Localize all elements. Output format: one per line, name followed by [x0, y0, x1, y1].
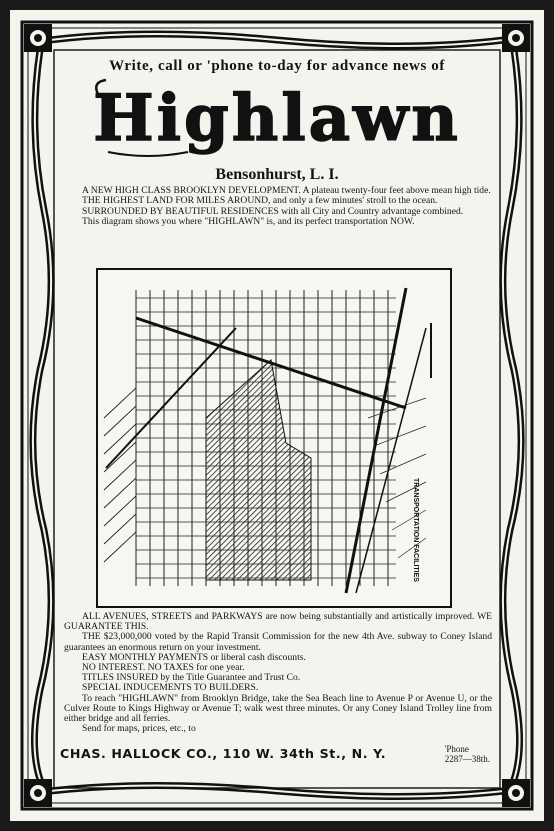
- intro-paragraph: SURROUNDED BY BEAUTIFUL RESIDENCES with all City and Country advantage combined.: [82, 205, 464, 217]
- body-paragraph: To reach "HIGHLAWN" from Brooklyn Bridge, take the Sea Beach line to Avenue P or Avenue U, or the Culver Route to Kings Highway or Avenue T; walk west three minutes. Or any Coney Island Trolley line from either bridge and all ferries.: [64, 692, 492, 725]
- intro-paragraph: THE HIGHEST LAND FOR MILES AROUND, and only a few minutes' stroll to the ocean.: [82, 195, 438, 207]
- phone-label: 'Phone: [444, 744, 469, 754]
- body-paragraph: ALL AVENUES, STREETS and PARKWAYS are now being substantially and artistically improved. WE GUARANTEE THIS.: [64, 611, 492, 633]
- body-paragraph: TITLES INSURED by the Title Guarantee and Trust Co.: [82, 672, 301, 684]
- body-paragraph: EASY MONTHLY PAYMENTS or liberal cash discounts.: [82, 651, 306, 663]
- ad-headline: Write, call or 'phone to-day for advance news of: [109, 58, 445, 74]
- intro-paragraph: A NEW HIGH CLASS BROOKLYN DEVELOPMENT. A plateau twenty-four feet above mean high tide.: [82, 185, 491, 196]
- body-paragraph: NO INTEREST. NO TAXES for one year.: [82, 662, 245, 674]
- map-label: TRANSPORTATION FACILITIES: [412, 478, 419, 582]
- company-address: CHAS. HALLOCK CO., 110 W. 34th St., N. Y.: [60, 746, 387, 761]
- logo-text: Highlawn: [93, 81, 461, 156]
- body-paragraph: THE $23,000,000 voted by the Rapid Transit Commission for the new 4th Ave. subway to Coney Island guarantees an enormous return on your investment.: [64, 631, 492, 653]
- subtitle: Bensonhurst, L. I.: [215, 166, 339, 183]
- location-map: [96, 268, 452, 608]
- intro-paragraph: This diagram shows you where "HIGHLAWN" is, and its perfect transportation NOW.: [82, 216, 415, 228]
- highlawn-logo: [88, 74, 466, 166]
- body-text: [64, 612, 492, 734]
- ad-footer: [60, 744, 494, 772]
- phone-number: 2287—38th.: [444, 754, 490, 764]
- phone-block: [445, 744, 490, 764]
- body-paragraph: SPECIAL INDUCEMENTS TO BUILDERS.: [82, 682, 259, 694]
- body-paragraph: Send for maps, prices, etc., to: [82, 723, 196, 735]
- intro-text: [64, 186, 492, 228]
